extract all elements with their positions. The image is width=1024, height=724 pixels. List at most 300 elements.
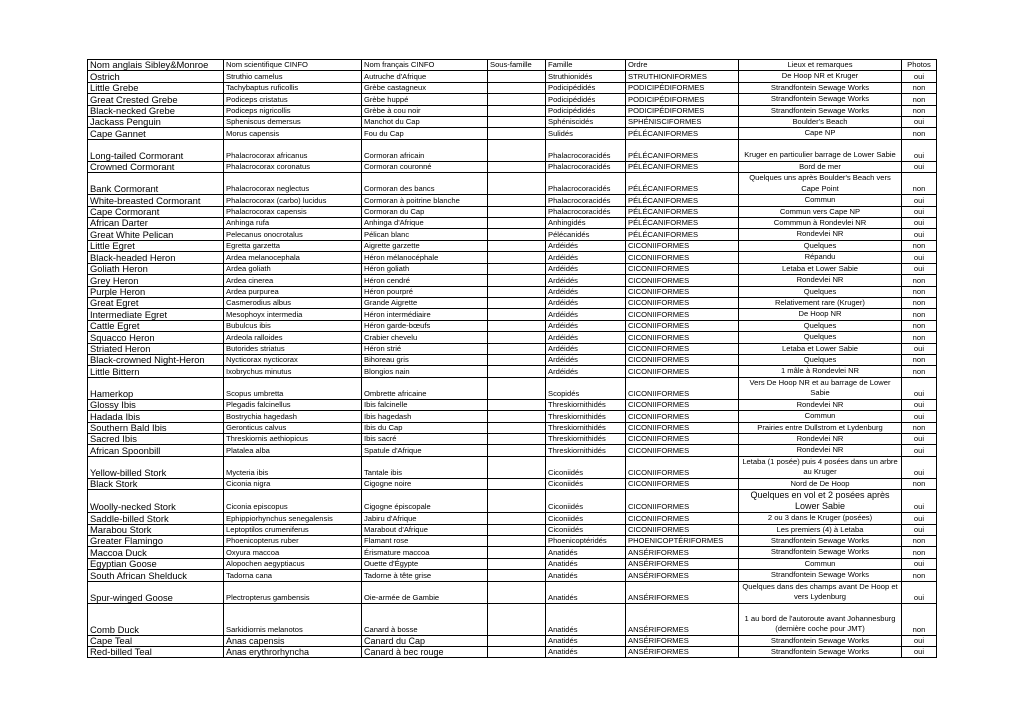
cell-french: Héron mélanocéphale bbox=[362, 252, 488, 263]
cell-scientific: Egretta garzetta bbox=[224, 240, 362, 251]
cell-french: Cigogne noire bbox=[362, 478, 488, 489]
cell-family: Threskiornithidés bbox=[546, 411, 626, 422]
cell-subfamily bbox=[488, 433, 546, 444]
cell-french: Manchot du Cap bbox=[362, 117, 488, 128]
header-subfamily: Sous-famille bbox=[488, 60, 546, 71]
cell-english: Bank Cormorant bbox=[88, 173, 224, 195]
table-row bbox=[88, 513, 937, 524]
bird-list-table bbox=[87, 59, 937, 658]
table-row bbox=[88, 286, 937, 297]
cell-english: Hadada Ibis bbox=[88, 411, 224, 422]
cell-subfamily bbox=[488, 603, 546, 635]
cell-french: Grèbe castagneux bbox=[362, 82, 488, 93]
cell-subfamily bbox=[488, 218, 546, 229]
cell-family: Ardéidés bbox=[546, 252, 626, 263]
cell-order: PÉLÉCANIFORMES bbox=[626, 173, 739, 195]
cell-french: Cormoran à poitrine blanche bbox=[362, 195, 488, 206]
cell-scientific: Ardeola ralloides bbox=[224, 332, 362, 343]
table-row bbox=[88, 399, 937, 410]
cell-order: PÉLÉCANIFORMES bbox=[626, 195, 739, 206]
cell-photos: oui bbox=[902, 558, 937, 569]
cell-places: Boulder's Beach bbox=[739, 117, 902, 128]
cell-places: Répandu bbox=[739, 252, 902, 263]
cell-places: Prairies entre Dullstrom et Lydenburg bbox=[739, 422, 902, 433]
table-row bbox=[88, 105, 937, 116]
cell-subfamily bbox=[488, 536, 546, 547]
cell-scientific: Ephippiorhynchus senegalensis bbox=[224, 513, 362, 524]
cell-photos: non bbox=[902, 536, 937, 547]
cell-english: Crowned Cormorant bbox=[88, 161, 224, 172]
cell-places: Commun bbox=[739, 558, 902, 569]
cell-scientific: Podiceps cristatus bbox=[224, 94, 362, 105]
cell-order: CICONIIFORMES bbox=[626, 275, 739, 286]
table-row bbox=[88, 297, 937, 308]
cell-french: Héron cendré bbox=[362, 275, 488, 286]
cell-order: CICONIIFORMES bbox=[626, 366, 739, 377]
cell-photos: non bbox=[902, 320, 937, 331]
cell-subfamily bbox=[488, 547, 546, 558]
cell-subfamily bbox=[488, 581, 546, 603]
cell-french: Blongios nain bbox=[362, 366, 488, 377]
cell-family: Ciconiidés bbox=[546, 524, 626, 535]
cell-scientific: Ardea goliath bbox=[224, 263, 362, 274]
header-order: Ordre bbox=[626, 60, 739, 71]
cell-english: Woolly-necked Stork bbox=[88, 490, 224, 513]
table-row bbox=[88, 128, 937, 139]
cell-scientific: Bostrychia hagedash bbox=[224, 411, 362, 422]
cell-subfamily bbox=[488, 399, 546, 410]
cell-english: Little Grebe bbox=[88, 82, 224, 93]
cell-places: Letaba (1 posée) puis 4 posées dans un arbre au Kruger bbox=[739, 456, 902, 478]
cell-subfamily bbox=[488, 456, 546, 478]
cell-places: De Hoop NR et Kruger bbox=[739, 71, 902, 82]
cell-photos: oui bbox=[902, 377, 937, 399]
cell-subfamily bbox=[488, 263, 546, 274]
cell-order: CICONIIFORMES bbox=[626, 343, 739, 354]
cell-scientific: Anas capensis bbox=[224, 635, 362, 646]
cell-photos: non bbox=[902, 94, 937, 105]
cell-subfamily bbox=[488, 275, 546, 286]
table-row bbox=[88, 82, 937, 93]
cell-french: Ibis falcinelle bbox=[362, 399, 488, 410]
cell-photos: oui bbox=[902, 343, 937, 354]
cell-places: Vers De Hoop NR et au barrage de Lower Sabie bbox=[739, 377, 902, 399]
cell-scientific: Plectropterus gambensis bbox=[224, 581, 362, 603]
cell-photos: non bbox=[902, 82, 937, 93]
cell-french: Bihoreau gris bbox=[362, 354, 488, 365]
cell-order: ANSÉRIFORMES bbox=[626, 570, 739, 581]
cell-english: Cape Gannet bbox=[88, 128, 224, 139]
table-row bbox=[88, 433, 937, 444]
cell-photos: non bbox=[902, 309, 937, 320]
cell-family: Phalacrocoracidés bbox=[546, 173, 626, 195]
cell-english: Long-tailed Cormorant bbox=[88, 139, 224, 161]
cell-english: Marabou Stork bbox=[88, 524, 224, 535]
cell-places: Rondevlei NR bbox=[739, 229, 902, 240]
table-row bbox=[88, 139, 937, 161]
cell-photos: oui bbox=[902, 117, 937, 128]
cell-family: Scopidés bbox=[546, 377, 626, 399]
cell-english: Ostrich bbox=[88, 71, 224, 82]
cell-order: PODICIPÉDIFORMES bbox=[626, 94, 739, 105]
cell-order: CICONIIFORMES bbox=[626, 490, 739, 513]
cell-family: Phalacrocoracidés bbox=[546, 161, 626, 172]
table-row bbox=[88, 411, 937, 422]
cell-french: Oie-armée de Gambie bbox=[362, 581, 488, 603]
cell-english: Black Stork bbox=[88, 478, 224, 489]
cell-order: ANSÉRIFORMES bbox=[626, 581, 739, 603]
cell-french: Cormoran couronné bbox=[362, 161, 488, 172]
cell-subfamily bbox=[488, 558, 546, 569]
cell-photos: non bbox=[902, 547, 937, 558]
cell-scientific: Struthio camelus bbox=[224, 71, 362, 82]
table-row bbox=[88, 547, 937, 558]
cell-english: Grey Heron bbox=[88, 275, 224, 286]
cell-places: Quelques bbox=[739, 240, 902, 251]
cell-scientific: Phalacrocorax capensis bbox=[224, 206, 362, 217]
cell-places: Letaba et Lower Sabie bbox=[739, 263, 902, 274]
cell-french: Canard à bec rouge bbox=[362, 647, 488, 658]
cell-places: Strandfontein Sewage Works bbox=[739, 635, 902, 646]
cell-family: Ardéidés bbox=[546, 240, 626, 251]
cell-french: Ibis du Cap bbox=[362, 422, 488, 433]
cell-scientific: Bubulcus ibis bbox=[224, 320, 362, 331]
cell-family: Anatidés bbox=[546, 581, 626, 603]
cell-english: African Spoonbill bbox=[88, 445, 224, 456]
cell-french: Spatule d'Afrique bbox=[362, 445, 488, 456]
cell-scientific: Sarkidiornis melanotos bbox=[224, 603, 362, 635]
cell-subfamily bbox=[488, 82, 546, 93]
cell-places: Strandfontein Sewage Works bbox=[739, 536, 902, 547]
cell-french: Autruche d'Afrique bbox=[362, 71, 488, 82]
cell-french: Jabiru d'Afrique bbox=[362, 513, 488, 524]
cell-subfamily bbox=[488, 117, 546, 128]
cell-scientific: Platalea alba bbox=[224, 445, 362, 456]
cell-subfamily bbox=[488, 286, 546, 297]
cell-english: Black-necked Grebe bbox=[88, 105, 224, 116]
cell-subfamily bbox=[488, 647, 546, 658]
cell-photos: oui bbox=[902, 635, 937, 646]
table-row bbox=[88, 570, 937, 581]
cell-subfamily bbox=[488, 570, 546, 581]
header-french: Nom français CINFO bbox=[362, 60, 488, 71]
cell-photos: oui bbox=[902, 581, 937, 603]
cell-photos: non bbox=[902, 173, 937, 195]
table-row bbox=[88, 71, 937, 82]
cell-photos: oui bbox=[902, 513, 937, 524]
cell-photos: oui bbox=[902, 218, 937, 229]
cell-subfamily bbox=[488, 229, 546, 240]
cell-english: Sacred Ibis bbox=[88, 433, 224, 444]
cell-french: Marabout d'Afrique bbox=[362, 524, 488, 535]
cell-family: Anatidés bbox=[546, 558, 626, 569]
cell-order: PODICIPÉDIFORMES bbox=[626, 82, 739, 93]
cell-photos: non bbox=[902, 422, 937, 433]
table-row bbox=[88, 524, 937, 535]
cell-english: Goliath Heron bbox=[88, 263, 224, 274]
cell-family: Ciconiidés bbox=[546, 456, 626, 478]
cell-english: Hamerkop bbox=[88, 377, 224, 399]
cell-scientific: Ardea purpurea bbox=[224, 286, 362, 297]
cell-french: Ombrette africaine bbox=[362, 377, 488, 399]
cell-english: Cape Teal bbox=[88, 635, 224, 646]
cell-subfamily bbox=[488, 206, 546, 217]
table-row bbox=[88, 94, 937, 105]
cell-photos: oui bbox=[902, 399, 937, 410]
cell-order: ANSÉRIFORMES bbox=[626, 558, 739, 569]
cell-family: Podicipédidés bbox=[546, 82, 626, 93]
cell-english: Yellow-billed Stork bbox=[88, 456, 224, 478]
cell-places: Strandfontein Sewage Works bbox=[739, 647, 902, 658]
cell-photos: non bbox=[902, 570, 937, 581]
cell-english: Cattle Egret bbox=[88, 320, 224, 331]
cell-french: Canard à bosse bbox=[362, 603, 488, 635]
table-row bbox=[88, 218, 937, 229]
table-row bbox=[88, 445, 937, 456]
cell-subfamily bbox=[488, 297, 546, 308]
cell-photos: oui bbox=[902, 433, 937, 444]
cell-places: Quelques bbox=[739, 320, 902, 331]
cell-photos: oui bbox=[902, 411, 937, 422]
cell-subfamily bbox=[488, 128, 546, 139]
cell-family: Anhingidés bbox=[546, 218, 626, 229]
cell-scientific: Phalacrocorax neglectus bbox=[224, 173, 362, 195]
cell-places: 2 ou 3 dans le Kruger (posées) bbox=[739, 513, 902, 524]
cell-scientific: Phalacrocorax (carbo) lucidus bbox=[224, 195, 362, 206]
cell-scientific: Leptoptilos crumeniferus bbox=[224, 524, 362, 535]
table-row bbox=[88, 343, 937, 354]
cell-order: CICONIIFORMES bbox=[626, 332, 739, 343]
cell-scientific: Nycticorax nycticorax bbox=[224, 354, 362, 365]
cell-order: CICONIIFORMES bbox=[626, 297, 739, 308]
cell-english: Squacco Heron bbox=[88, 332, 224, 343]
cell-family: Ciconiidés bbox=[546, 513, 626, 524]
cell-photos: non bbox=[902, 128, 937, 139]
cell-french: Grèbe à cou noir bbox=[362, 105, 488, 116]
cell-places: 1 mâle à Rondevlei NR bbox=[739, 366, 902, 377]
table-row bbox=[88, 320, 937, 331]
cell-family: Ardéidés bbox=[546, 309, 626, 320]
cell-family: Ciconiidés bbox=[546, 490, 626, 513]
cell-scientific: Anas erythrorhyncha bbox=[224, 647, 362, 658]
cell-order: CICONIIFORMES bbox=[626, 286, 739, 297]
cell-family: Anatidés bbox=[546, 647, 626, 658]
cell-english: Black-crowned Night-Heron bbox=[88, 354, 224, 365]
cell-order: CICONIIFORMES bbox=[626, 524, 739, 535]
cell-order: CICONIIFORMES bbox=[626, 240, 739, 251]
cell-english: South African Shelduck bbox=[88, 570, 224, 581]
cell-subfamily bbox=[488, 343, 546, 354]
cell-scientific: Mesophoyx intermedia bbox=[224, 309, 362, 320]
cell-english: White-breasted Cormorant bbox=[88, 195, 224, 206]
table-body bbox=[88, 60, 937, 658]
cell-order: CICONIIFORMES bbox=[626, 445, 739, 456]
cell-scientific: Ardea melanocephala bbox=[224, 252, 362, 263]
cell-order: CICONIIFORMES bbox=[626, 309, 739, 320]
cell-french: Ouette d'Égypte bbox=[362, 558, 488, 569]
cell-family: Podicipédidés bbox=[546, 94, 626, 105]
cell-french: Aigrette garzette bbox=[362, 240, 488, 251]
cell-places: Quelques bbox=[739, 332, 902, 343]
cell-scientific: Mycteria ibis bbox=[224, 456, 362, 478]
cell-french: Cigogne épiscopale bbox=[362, 490, 488, 513]
cell-places: Nord de De Hoop bbox=[739, 478, 902, 489]
cell-scientific: Butorides striatus bbox=[224, 343, 362, 354]
cell-family: Ciconiidés bbox=[546, 478, 626, 489]
cell-subfamily bbox=[488, 377, 546, 399]
cell-english: Southern Bald Ibis bbox=[88, 422, 224, 433]
cell-order: PÉLÉCANIFORMES bbox=[626, 218, 739, 229]
cell-order: CICONIIFORMES bbox=[626, 513, 739, 524]
cell-subfamily bbox=[488, 411, 546, 422]
cell-subfamily bbox=[488, 490, 546, 513]
table-row bbox=[88, 252, 937, 263]
cell-order: PÉLÉCANIFORMES bbox=[626, 139, 739, 161]
cell-scientific: Alopochen aegyptiacus bbox=[224, 558, 362, 569]
cell-scientific: Scopus umbretta bbox=[224, 377, 362, 399]
cell-order: PÉLÉCANIFORMES bbox=[626, 128, 739, 139]
cell-scientific: Ardea cinerea bbox=[224, 275, 362, 286]
cell-order: PÉLÉCANIFORMES bbox=[626, 206, 739, 217]
cell-english: Little Egret bbox=[88, 240, 224, 251]
cell-photos: oui bbox=[902, 524, 937, 535]
cell-scientific: Phoenicopterus ruber bbox=[224, 536, 362, 547]
cell-family: Struthionidés bbox=[546, 71, 626, 82]
cell-order: CICONIIFORMES bbox=[626, 320, 739, 331]
cell-places: Rondevlei NR bbox=[739, 399, 902, 410]
cell-places: Quelques bbox=[739, 354, 902, 365]
cell-places: Cape NP bbox=[739, 128, 902, 139]
header-row bbox=[88, 60, 937, 71]
cell-scientific: Anhinga rufa bbox=[224, 218, 362, 229]
cell-scientific: Oxyura maccoa bbox=[224, 547, 362, 558]
cell-french: Ibis hagedash bbox=[362, 411, 488, 422]
cell-order: SPHÉNISCIFORMES bbox=[626, 117, 739, 128]
cell-scientific: Phalacrocorax africanus bbox=[224, 139, 362, 161]
cell-english: Great Egret bbox=[88, 297, 224, 308]
cell-photos: oui bbox=[902, 490, 937, 513]
cell-order: CICONIIFORMES bbox=[626, 377, 739, 399]
cell-family: Sulidés bbox=[546, 128, 626, 139]
cell-photos: non bbox=[902, 478, 937, 489]
cell-places: Relativement rare (Kruger) bbox=[739, 297, 902, 308]
cell-order: CICONIIFORMES bbox=[626, 399, 739, 410]
cell-subfamily bbox=[488, 320, 546, 331]
cell-french: Canard du Cap bbox=[362, 635, 488, 646]
cell-order: CICONIIFORMES bbox=[626, 411, 739, 422]
table-row bbox=[88, 456, 937, 478]
cell-places: Les premiers (4) à Letaba bbox=[739, 524, 902, 535]
cell-photos: oui bbox=[902, 195, 937, 206]
cell-english: Great Crested Grebe bbox=[88, 94, 224, 105]
cell-order: PODICIPÉDIFORMES bbox=[626, 105, 739, 116]
cell-french: Cormoran des bancs bbox=[362, 173, 488, 195]
table-row bbox=[88, 635, 937, 646]
cell-french: Pélican blanc bbox=[362, 229, 488, 240]
table-row bbox=[88, 229, 937, 240]
cell-family: Phalacrocoracidés bbox=[546, 206, 626, 217]
table-row bbox=[88, 240, 937, 251]
cell-photos: non bbox=[902, 286, 937, 297]
cell-photos: non bbox=[902, 275, 937, 286]
cell-subfamily bbox=[488, 173, 546, 195]
cell-french: Héron intermédiaire bbox=[362, 309, 488, 320]
header-photos: Photos bbox=[902, 60, 937, 71]
cell-english: Purple Heron bbox=[88, 286, 224, 297]
cell-subfamily bbox=[488, 366, 546, 377]
cell-photos: oui bbox=[902, 647, 937, 658]
cell-english: Cape Cormorant bbox=[88, 206, 224, 217]
cell-order: PÉLÉCANIFORMES bbox=[626, 161, 739, 172]
cell-family: Ardéidés bbox=[546, 286, 626, 297]
cell-subfamily bbox=[488, 635, 546, 646]
cell-family: Anatidés bbox=[546, 603, 626, 635]
table-row bbox=[88, 263, 937, 274]
cell-family: Ardéidés bbox=[546, 275, 626, 286]
cell-photos: non bbox=[902, 105, 937, 116]
cell-english: Striated Heron bbox=[88, 343, 224, 354]
cell-subfamily bbox=[488, 354, 546, 365]
cell-places: Commmun à Rondevlei NR bbox=[739, 218, 902, 229]
cell-places: Letaba et Lower Sabie bbox=[739, 343, 902, 354]
cell-subfamily bbox=[488, 139, 546, 161]
cell-french: Tantale ibis bbox=[362, 456, 488, 478]
cell-french: Fou du Cap bbox=[362, 128, 488, 139]
table-row bbox=[88, 422, 937, 433]
cell-places: Commun vers Cape NP bbox=[739, 206, 902, 217]
cell-places: Quelques en vol et 2 posées après Lower Sabie bbox=[739, 490, 902, 513]
table-row bbox=[88, 332, 937, 343]
cell-places: Strandfontein Sewage Works bbox=[739, 94, 902, 105]
cell-scientific: Tachybaptus ruficollis bbox=[224, 82, 362, 93]
cell-english: Comb Duck bbox=[88, 603, 224, 635]
cell-order: ANSÉRIFORMES bbox=[626, 635, 739, 646]
cell-family: Ardéidés bbox=[546, 343, 626, 354]
cell-subfamily bbox=[488, 445, 546, 456]
cell-family: Ardéidés bbox=[546, 263, 626, 274]
cell-family: Phalacrocoracidés bbox=[546, 195, 626, 206]
cell-photos: non bbox=[902, 297, 937, 308]
cell-scientific: Plegadis falcinellus bbox=[224, 399, 362, 410]
cell-places: Quelques dans des champs avant De Hoop et vers Lydenburg bbox=[739, 581, 902, 603]
cell-english: Maccoa Duck bbox=[88, 547, 224, 558]
cell-french: Héron pourpré bbox=[362, 286, 488, 297]
table-row bbox=[88, 275, 937, 286]
table-row bbox=[88, 478, 937, 489]
cell-order: ANSÉRIFORMES bbox=[626, 603, 739, 635]
table-row bbox=[88, 354, 937, 365]
cell-family: Anatidés bbox=[546, 547, 626, 558]
cell-scientific: Podiceps nigricollis bbox=[224, 105, 362, 116]
cell-subfamily bbox=[488, 309, 546, 320]
cell-english: Greater Flamingo bbox=[88, 536, 224, 547]
cell-english: Red-billed Teal bbox=[88, 647, 224, 658]
cell-subfamily bbox=[488, 240, 546, 251]
cell-subfamily bbox=[488, 161, 546, 172]
cell-french: Érismature maccoa bbox=[362, 547, 488, 558]
table-row bbox=[88, 647, 937, 658]
cell-scientific: Ciconia nigra bbox=[224, 478, 362, 489]
cell-english: Spur-winged Goose bbox=[88, 581, 224, 603]
table-row bbox=[88, 366, 937, 377]
cell-english: Egyptian Goose bbox=[88, 558, 224, 569]
cell-places: Quelques uns après Boulder's Beach vers Cape Point bbox=[739, 173, 902, 195]
table-row bbox=[88, 536, 937, 547]
cell-places: Commun bbox=[739, 411, 902, 422]
cell-photos: oui bbox=[902, 139, 937, 161]
cell-family: Ardéidés bbox=[546, 366, 626, 377]
cell-scientific: Ixobrychus minutus bbox=[224, 366, 362, 377]
